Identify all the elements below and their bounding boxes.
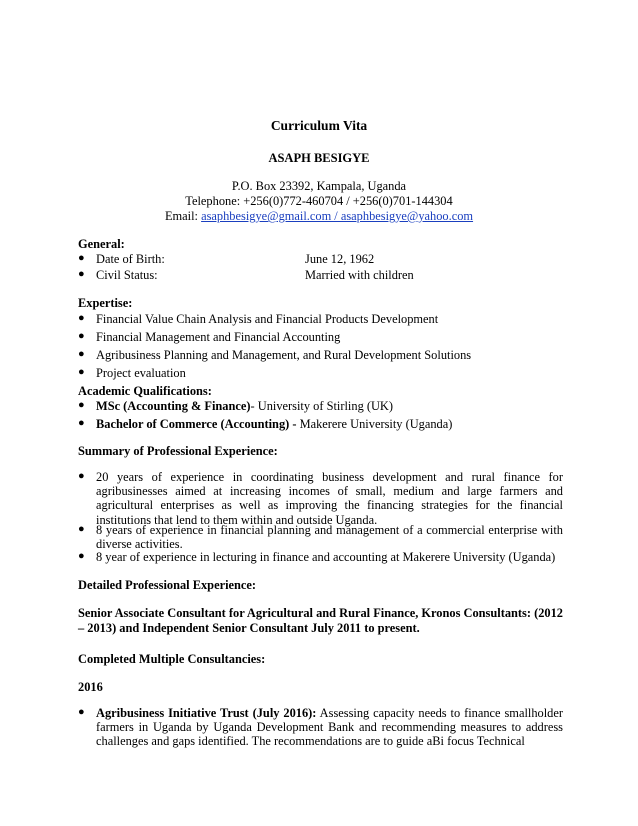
list-item	[78, 399, 563, 414]
email-link[interactable]: asaphbesigye@gmail.com / asaphbesigye@yahoo.com	[201, 209, 474, 223]
consultancy-description: Assessing capacity needs to finance smallholder farmers in Uganda by Uganda Development Bank and recommending measures to address challenges and gaps identified. The recommendations are to guide aBi focus Technical	[96, 706, 563, 749]
bullet-icon: ●	[78, 366, 85, 378]
bullet-icon: ●	[78, 252, 85, 264]
bullet-icon: ●	[78, 706, 85, 718]
email-label: Email:	[164, 209, 198, 223]
general-heading: General:	[78, 237, 125, 251]
general-row-value: June 12, 1962	[305, 252, 375, 266]
general-row-label: Civil Status:	[96, 268, 158, 282]
postal-address: P.O. Box 23392, Kampala, Uganda	[231, 179, 407, 193]
degree-title: MSc (Accounting & Finance)	[96, 399, 251, 413]
bullet-icon: ●	[78, 268, 85, 280]
detailed-heading: Detailed Professional Experience:	[78, 578, 257, 592]
list-item	[78, 706, 563, 749]
bullet-icon: ●	[78, 348, 85, 360]
document-title: Curriculum Vita	[270, 118, 368, 133]
list-item: ● 8 years of experience in financial planning and management of a commercial enterprise with diverse activities.	[78, 523, 563, 552]
consultancy-title: Agribusiness Initiative Trust (July 2016):	[96, 706, 317, 720]
telephone-line: Telephone: +256(0)772-460704 / +256(0)701-144304	[185, 194, 453, 208]
summary-heading: Summary of Professional Experience:	[78, 444, 278, 458]
consultancies-heading: Completed Multiple Consultancies:	[78, 652, 266, 666]
list-item: ● Financial Management and Financial Accounting	[78, 330, 341, 344]
degree-title: Bachelor of Commerce (Accounting) -	[96, 417, 297, 431]
general-row-label: Date of Birth:	[96, 252, 165, 266]
general-row-value: Married with children	[305, 268, 414, 282]
bullet-icon: ●	[78, 523, 85, 535]
degree-institution: Makerere University (Uganda)	[296, 417, 453, 431]
general-row-civil-status	[78, 268, 563, 283]
degree-institution: - University of Stirling (UK)	[250, 399, 394, 413]
bullet-icon: ●	[78, 550, 85, 562]
consultancy-year: 2016	[78, 680, 103, 694]
list-item: ● 20 years of experience in coordinating business development and rural finance for agribusinesses aimed at increasing incomes of small, medium and large farmers and agricultural enterprises as well as improving the financing strategies for the financial institutions that lend to them within and outside Uganda.	[78, 470, 563, 527]
list-item	[78, 417, 563, 432]
bullet-icon: ●	[78, 399, 85, 411]
list-item: ● 8 year of experience in lecturing in finance and accounting at Makerere University (Uganda)	[78, 550, 556, 564]
bullet-icon: ●	[78, 330, 85, 342]
academic-heading: Academic Qualifications:	[78, 384, 212, 398]
bullet-icon: ●	[78, 312, 85, 324]
bullet-icon: ●	[78, 470, 85, 482]
list-item: ● Agribusiness Planning and Management, and Rural Development Solutions	[78, 348, 472, 362]
list-item: ● Project evaluation	[78, 366, 186, 380]
general-row-dob	[78, 252, 563, 267]
bullet-icon: ●	[78, 417, 85, 429]
current-position: Senior Associate Consultant for Agricultural and Rural Finance, Kronos Consultants: (2012 – 2013) and Independent Senior Consultant July 2011 to present.	[78, 606, 563, 635]
candidate-name: ASAPH BESIGYE	[268, 151, 370, 165]
expertise-heading: Expertise:	[78, 296, 133, 310]
list-item: ● Financial Value Chain Analysis and Financial Products Development	[78, 312, 439, 326]
email-line	[0, 209, 638, 224]
